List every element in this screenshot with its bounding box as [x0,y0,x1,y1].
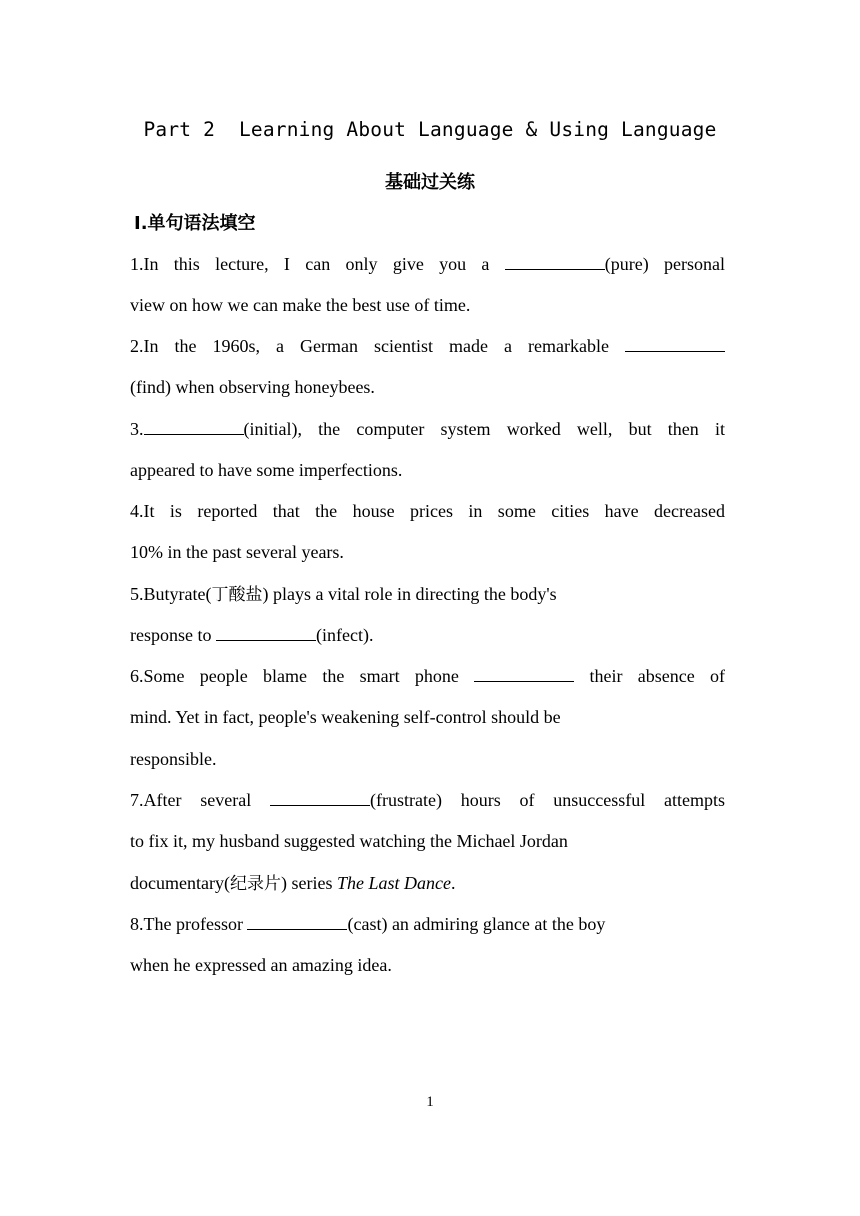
answer-blank[interactable] [216,624,316,641]
question-3-line-2: appeared to have some imperfections. [130,460,403,480]
question-1-line-2: view on how we can make the best use of time. [130,295,471,315]
question-4-line-2: 10% in the past several years. [130,542,344,562]
question-7-line-2: to fix it, my husband suggested watching the Michael Jordan [130,831,568,851]
question-7-line-3: documentary(纪录片) series The Last Dance. [130,873,456,894]
question-4-line-1: 4.It is reported that the house prices in some cities have decreased [130,501,725,521]
answer-blank[interactable] [505,253,605,270]
subsection-heading: Ⅰ.单句语法填空 [134,213,256,234]
question-6-line-3: responsible. [130,749,217,769]
page-title: Part 2 Learning About Language & Using Language [143,118,717,141]
question-1-line-1: 1.In this lecture, I can only give you a (pure) personal [130,254,725,274]
answer-blank[interactable] [247,913,347,930]
question-8-line-1: 8.The professor (cast) an admiring glance at the boy [130,914,606,934]
question-5-line-2: response to (infect). [130,625,374,645]
question-6-line-2: mind. Yet in fact, people's weakening self-control should be [130,707,561,727]
question-3-line-1: 3. (initial), the computer system worked well, but then it [130,419,725,439]
page-number: 1 [426,1094,434,1110]
answer-blank[interactable] [474,665,574,682]
answer-blank[interactable] [625,335,725,352]
question-8-line-2: when he expressed an amazing idea. [130,955,392,975]
section-heading: 基础过关练 [385,172,475,193]
question-6-line-1: 6.Some people blame the smart phone their absence of [130,666,725,686]
question-7-line-1: 7.After several (frustrate) hours of unsuccessful attempts [130,790,725,810]
question-2-line-1: 2.In the 1960s, a German scientist made a remarkable [130,335,725,357]
answer-blank[interactable] [144,418,244,435]
question-5-line-1: 5.Butyrate(丁酸盐) plays a vital role in directing the body's [130,584,557,605]
italic-title: The Last Dance [336,873,451,893]
answer-blank[interactable] [270,789,370,806]
question-2-line-2: (find) when observing honeybees. [130,377,375,397]
